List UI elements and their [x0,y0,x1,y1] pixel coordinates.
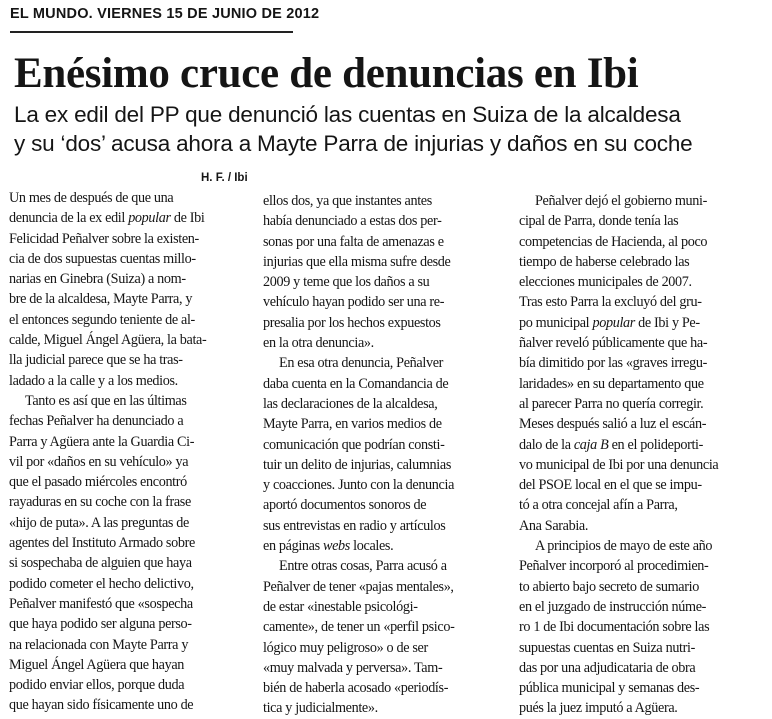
subhead-line: La ex edil del PP que denunció las cuentas en Suiza de la alcaldesa [14,102,681,127]
body-line: denuncia de la ex edil popular de Ibi [9,210,205,227]
body-column-1 [9,188,259,716]
body-line: vo municipal de Ibi por una denuncia [519,456,719,473]
body-line: po municipal popular de Ibi y Pe- [519,314,700,331]
body-line: ñalver reveló públicamente que ha- [519,335,708,352]
body-line: bién de haberla acosado «periodís- [263,680,449,697]
body-line: Parra y Agüera ante la Guardia Ci- [9,433,195,450]
body-line: del PSOE local en el que se impu- [519,477,702,494]
body-line: na relacionada con Mayte Parra y [9,636,189,653]
body-line: en páginas webs locales. [263,538,394,555]
body-line: vehículo hayan podido ser una re- [263,294,445,311]
body-line: podido cometer el hecho delictivo, [9,575,194,592]
body-line: las declaraciones de la alcaldesa, [263,395,438,412]
body-line: había denunciado a estas dos per- [263,213,442,230]
body-line: el entonces segundo teniente de al- [9,311,195,328]
body-line: Ana Sarabia. [519,517,589,534]
body-line: y coacciones. Junto con la denuncia [263,477,455,494]
body-line: «hijo de puta». A las preguntas de [9,514,189,531]
masthead-rule [10,31,293,33]
body-line: lla judicial parece que se ha tras- [9,352,183,369]
body-line: competencias de Hacienda, al poco [519,233,708,250]
body-line: dalo de la caja B en el polideporti- [519,436,704,453]
body-line: cipal de Parra, donde tenía las [519,213,679,230]
subhead [14,100,692,158]
body-line: lógico muy peligroso» o de ser [263,639,428,656]
body-line: sus entrevistas en radio y artículos [263,517,446,534]
body-line: que haya podido ser alguna perso- [9,616,192,633]
body-line: camente», de tener un «perfil psico- [263,619,455,636]
body-line: ellos dos, ya que instantes antes [263,193,432,209]
byline: H. F. / Ibi [201,172,248,184]
body-line: comunicación que podrían consti- [263,436,445,453]
body-line: bía dimitido por las «graves irregu- [519,355,707,372]
body-line: tica y judicialmente». [263,700,378,717]
body-line: vil por «daños en su vehículo» ya [9,453,189,470]
masthead: EL MUNDO. VIERNES 15 DE JUNIO DE 2012 [10,6,320,22]
body-line: Peñalver de tener «pajas mentales», [263,578,454,595]
body-line: Peñalver dejó el gobierno muni- [535,193,707,209]
body-line: que hayan sido físicamente uno de [9,697,194,714]
body-line: Tanto es así que en las últimas [25,392,187,409]
body-line: bre de la alcaldesa, Mayte Parra, y [9,291,193,308]
body-line: pública municipal y semanas des- [519,680,700,697]
body-line: to abierto bajo secreto de sumario [519,578,699,595]
body-line: que el pasado miércoles encontró [9,474,187,491]
body-line: laridades» en su departamento que [519,375,704,392]
body-line: presalia por los hechos expuestos [263,314,441,331]
body-line: daba cuenta en la Comandancia de [263,375,449,392]
body-line: en el juzgado de instrucción núme- [519,598,707,615]
body-line: elecciones municipales de 2007. [519,274,692,291]
body-line: Peñalver manifestó que «sospecha [9,595,193,612]
body-line: tuir un delito de injurias, calumnias [263,456,451,473]
body-line: al parecer Parra no quería corregir. [519,395,704,412]
body-line: supuestas cuentas en Suiza nutri- [519,639,695,656]
body-line: Un mes de después de que una [9,190,174,206]
subhead-line: y su ‘dos’ acusa ahora a Mayte Parra de injurias y daños en su coche [14,131,693,156]
body-line: injurias que ella misma sufre desde [263,253,451,270]
body-line: Mayte Parra, en varios medios de [263,416,442,433]
body-line: Meses después salió a luz el escán- [519,416,707,433]
body-line: Miguel Ángel Agüera que hayan [9,656,185,673]
body-line: narias en Ginebra (Suiza) a nom- [9,271,186,288]
body-line: A principios de mayo de este año [535,538,713,555]
body-line: Tras esto Parra la excluyó del gru- [519,294,702,311]
body-line: Felicidad Peñalver sobre la existen- [9,230,199,247]
body-line: tiempo de haberse celebrado las [519,253,690,270]
body-line: rayaduras en su coche con la frase [9,494,191,511]
body-line: «muy malvada y perversa». Tam- [263,659,443,676]
body-line: 2009 y teme que los daños a su [263,274,430,291]
body-line: tó a otra concejal afín a Parra, [519,497,678,514]
body-line: sonas por una falta de amenazas e [263,233,444,250]
body-line: fechas Peñalver ha denunciado a [9,413,184,430]
body-line: aportó documentos sonoros de [263,497,427,514]
body-line: das por una adjudicataria de obra [519,659,696,676]
body-line: ro 1 de Ibi documentación sobre las [519,619,710,636]
body-line: Peñalver incorporó al procedimien- [519,558,709,575]
body-line: cia de dos supuestas cuentas millo- [9,250,196,267]
body-line: agentes del Instituto Armado sobre [9,535,195,552]
body-line: calde, Miguel Ángel Agüera, la bata- [9,332,207,349]
body-line: de estar «inestable psicológi- [263,598,418,615]
body-line: si sospechaba de alguien que haya [9,555,192,572]
body-line: pués la juez imputó a Agüera. [519,700,678,717]
body-column-3 [519,191,769,719]
headline: Enésimo cruce de denuncias en Ibi [14,50,639,97]
body-line: ladado a la calle y a los medios. [9,372,178,389]
body-line: Entre otras cosas, Parra acusó a [279,558,447,575]
body-line: en la otra denuncia». [263,335,374,352]
body-column-2 [263,191,513,719]
body-line: podido enviar ellos, porque duda [9,677,185,694]
body-line: En esa otra denuncia, Peñalver [279,355,444,372]
